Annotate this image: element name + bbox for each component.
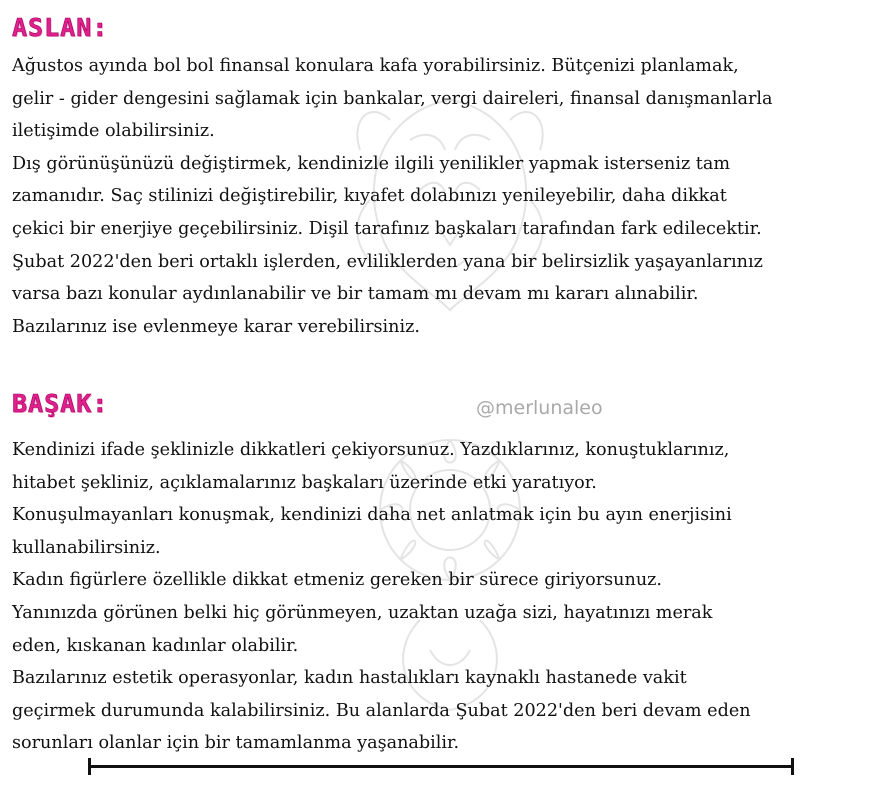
text-line: Bazılarınız estetik operasyonlar, kadın hastalıkları kaynaklı hastanede vakit bbox=[12, 668, 687, 689]
aslan-section bbox=[12, 8, 872, 343]
text-line: Bazılarınız ise evlenmeye karar verebilirsiniz. bbox=[12, 316, 420, 337]
text-line: iletişimde olabilirsiniz. bbox=[12, 121, 215, 142]
text-line: geçirmek durumunda kalabilirsiniz. Bu alanlarda Şubat 2022'den beri devam eden bbox=[12, 700, 751, 721]
text-line: çekici bir enerjiye geçebilirsiniz. Dişil tarafınız başkaları tarafından fark edilecektir. bbox=[12, 218, 762, 239]
basak-section bbox=[12, 384, 872, 760]
text-line: Dış görünüşünüzü değiştirmek, kendinizle ilgili yenilikler yapmak isterseniz tam bbox=[12, 153, 731, 174]
text-line: zamanıdır. Saç stilinizi değiştirebilir, kıyafet dolabınızı yenileyebilir, daha dikkat bbox=[12, 186, 727, 207]
text-line: varsa bazı konular aydınlanabilir ve bir tamam mı devam mı kararı alınabilir. bbox=[12, 284, 699, 305]
text-line: Şubat 2022'den beri ortaklı işlerden, evliliklerden yana bir belirsizlik yaşayanlarınız bbox=[12, 251, 763, 272]
text-line: Ağustos ayında bol bol finansal konulara kafa yorabilirsiniz. Bütçenizi planlamak, bbox=[12, 56, 739, 76]
text-line: Kendinizi ifade şeklinizle dikkatleri çekiyorsunuz. Yazdıklarınız, konuştuklarınız, bbox=[12, 440, 730, 460]
text-line: eden, kıskanan kadınlar olabilir. bbox=[12, 635, 299, 656]
text-line: Konuşulmayanları konuşmak, kendinizi daha net anlatmak için bu ayın enerjisini bbox=[12, 505, 732, 526]
text-line: gelir - gider dengesini sağlamak için bankalar, vergi daireleri, finansal danışmanlarla bbox=[12, 88, 773, 109]
watermark-handle: @merlunaleo bbox=[476, 397, 603, 419]
aslan-heading: ASLAN: bbox=[12, 13, 109, 42]
text-line: kullanabilirsiniz. bbox=[12, 537, 161, 558]
text-line: Yanınızda görünen belki hiç görünmeyen, uzaktan uzağa sizi, hayatınızı merak bbox=[12, 602, 713, 623]
text-line: hitabet şekliniz, açıklamalarınız başkaları üzerinde etki yaratıyor. bbox=[12, 472, 597, 493]
aslan-paragraph bbox=[12, 50, 872, 343]
basak-paragraph bbox=[12, 434, 872, 760]
text-line: Kadın figürlere özellikle dikkat etmeniz gereken bir sürece giriyorsunuz. bbox=[12, 570, 663, 591]
text-line: sorunları olanlar için bir tamamlanma yaşanabilir. bbox=[12, 733, 460, 754]
basak-heading: BAŞAK: bbox=[12, 389, 109, 418]
bottom-divider bbox=[88, 765, 794, 768]
